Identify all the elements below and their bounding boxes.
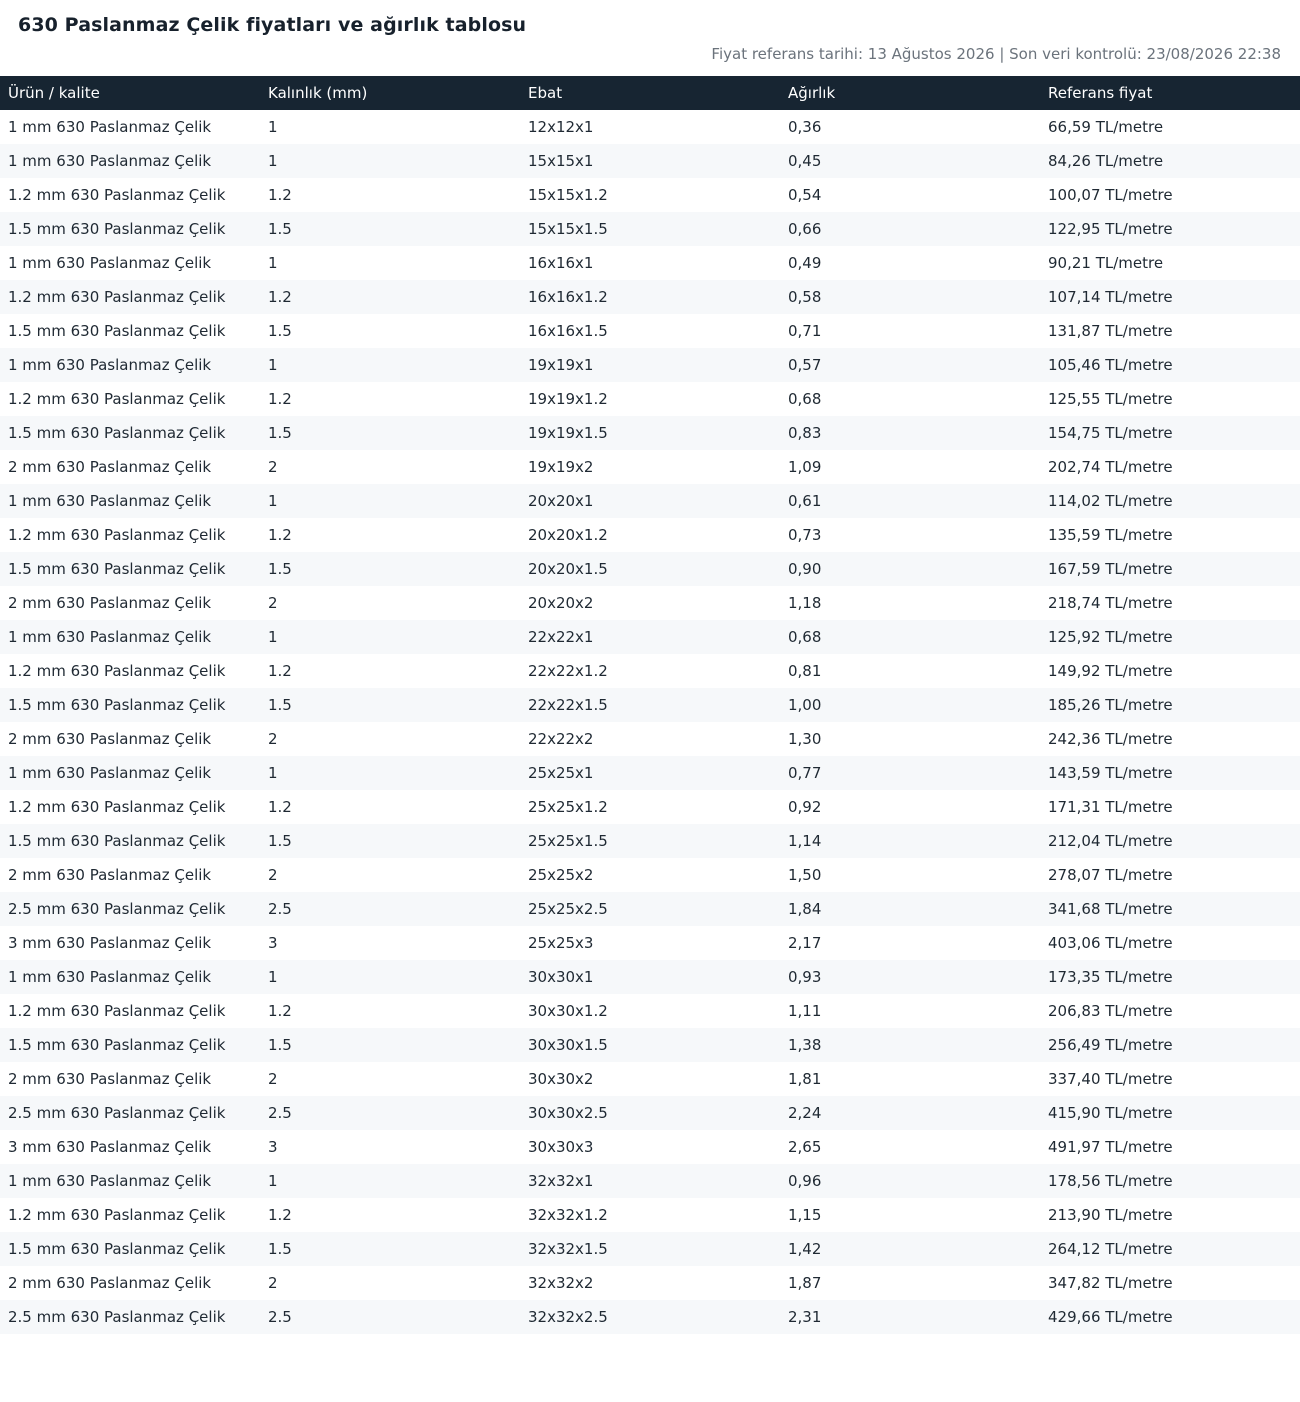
cell-weight: 0,96 — [788, 1172, 822, 1190]
cell-reference-price: 242,36 TL/metre — [1048, 730, 1173, 748]
table-row — [0, 348, 1300, 382]
cell-thickness: 1.2 — [268, 662, 292, 680]
cell-size: 25x25x3 — [528, 934, 594, 952]
cell-weight: 1,42 — [788, 1240, 822, 1258]
cell-size: 16x16x1.5 — [528, 322, 608, 340]
cell-product-grade: 1.5 mm 630 Paslanmaz Çelik — [8, 220, 226, 238]
cell-thickness: 2.5 — [268, 1104, 292, 1122]
cell-thickness: 1.5 — [268, 832, 292, 850]
cell-size: 32x32x1 — [528, 1172, 594, 1190]
cell-reference-price: 135,59 TL/metre — [1048, 526, 1173, 544]
cell-size: 30x30x3 — [528, 1138, 594, 1156]
cell-weight: 0,49 — [788, 254, 822, 272]
cell-weight: 1,30 — [788, 730, 822, 748]
cell-thickness: 1 — [268, 764, 278, 782]
table-row — [0, 654, 1300, 688]
cell-size: 19x19x1 — [528, 356, 594, 374]
cell-weight: 2,65 — [788, 1138, 822, 1156]
table-row — [0, 790, 1300, 824]
cell-reference-price: 84,26 TL/metre — [1048, 152, 1164, 170]
cell-weight: 0,71 — [788, 322, 822, 340]
cell-size: 30x30x1.2 — [528, 1002, 608, 1020]
cell-size: 20x20x1.5 — [528, 560, 608, 578]
cell-thickness: 2.5 — [268, 900, 292, 918]
table-row — [0, 1028, 1300, 1062]
cell-reference-price: 218,74 TL/metre — [1048, 594, 1173, 612]
table-row — [0, 1198, 1300, 1232]
cell-product-grade: 1.5 mm 630 Paslanmaz Çelik — [8, 1036, 226, 1054]
table-row — [0, 484, 1300, 518]
cell-reference-price: 149,92 TL/metre — [1048, 662, 1173, 680]
cell-product-grade: 1.2 mm 630 Paslanmaz Çelik — [8, 1002, 226, 1020]
header-thickness: Kalınlık (mm) — [268, 84, 368, 102]
cell-size: 25x25x1.5 — [528, 832, 608, 850]
cell-size: 32x32x2.5 — [528, 1308, 608, 1326]
reference-date-line: Fiyat referans tarihi: 13 Ağustos 2026 | Son veri kontrolü: 23/08/2026 22:38 — [711, 45, 1281, 63]
cell-size: 32x32x1.2 — [528, 1206, 608, 1224]
cell-thickness: 1.5 — [268, 560, 292, 578]
cell-reference-price: 178,56 TL/metre — [1048, 1172, 1173, 1190]
cell-reference-price: 167,59 TL/metre — [1048, 560, 1173, 578]
cell-reference-price: 491,97 TL/metre — [1048, 1138, 1173, 1156]
table-row — [0, 688, 1300, 722]
cell-thickness: 1.5 — [268, 1036, 292, 1054]
cell-weight: 1,38 — [788, 1036, 822, 1054]
cell-reference-price: 341,68 TL/metre — [1048, 900, 1173, 918]
cell-size: 20x20x2 — [528, 594, 594, 612]
cell-thickness: 2 — [268, 594, 278, 612]
cell-reference-price: 125,92 TL/metre — [1048, 628, 1173, 646]
page-title: 630 Paslanmaz Çelik fiyatları ve ağırlık tablosu — [18, 14, 527, 36]
table-row — [0, 1062, 1300, 1096]
cell-reference-price: 173,35 TL/metre — [1048, 968, 1173, 986]
cell-size: 30x30x2 — [528, 1070, 594, 1088]
cell-product-grade: 1.5 mm 630 Paslanmaz Çelik — [8, 696, 226, 714]
table-header-row — [0, 76, 1300, 110]
cell-weight: 0,83 — [788, 424, 822, 442]
table-header — [0, 76, 1300, 110]
cell-size: 19x19x1.2 — [528, 390, 608, 408]
cell-weight: 0,61 — [788, 492, 822, 510]
cell-size: 25x25x1.2 — [528, 798, 608, 816]
cell-product-grade: 1 mm 630 Paslanmaz Çelik — [8, 628, 212, 646]
cell-reference-price: 212,04 TL/metre — [1048, 832, 1173, 850]
cell-product-grade: 1 mm 630 Paslanmaz Çelik — [8, 764, 212, 782]
cell-product-grade: 2 mm 630 Paslanmaz Çelik — [8, 458, 212, 476]
cell-weight: 0,68 — [788, 390, 822, 408]
cell-reference-price: 122,95 TL/metre — [1048, 220, 1173, 238]
table-row — [0, 858, 1300, 892]
table-row — [0, 756, 1300, 790]
cell-size: 16x16x1 — [528, 254, 594, 272]
cell-product-grade: 1.2 mm 630 Paslanmaz Çelik — [8, 390, 226, 408]
cell-weight: 1,50 — [788, 866, 822, 884]
cell-thickness: 3 — [268, 1138, 278, 1156]
cell-thickness: 1.5 — [268, 696, 292, 714]
table-row — [0, 1300, 1300, 1334]
cell-thickness: 1.2 — [268, 390, 292, 408]
cell-product-grade: 1 mm 630 Paslanmaz Çelik — [8, 356, 212, 374]
cell-product-grade: 1 mm 630 Paslanmaz Çelik — [8, 1172, 212, 1190]
cell-product-grade: 3 mm 630 Paslanmaz Çelik — [8, 1138, 212, 1156]
cell-weight: 0,92 — [788, 798, 822, 816]
table-row — [0, 586, 1300, 620]
cell-reference-price: 202,74 TL/metre — [1048, 458, 1173, 476]
cell-weight: 1,00 — [788, 696, 822, 714]
cell-reference-price: 105,46 TL/metre — [1048, 356, 1173, 374]
cell-weight: 2,24 — [788, 1104, 822, 1122]
cell-size: 20x20x1 — [528, 492, 594, 510]
cell-weight: 1,81 — [788, 1070, 822, 1088]
cell-thickness: 3 — [268, 934, 278, 952]
cell-size: 19x19x1.5 — [528, 424, 608, 442]
cell-reference-price: 66,59 TL/metre — [1048, 118, 1164, 136]
cell-product-grade: 2 mm 630 Paslanmaz Çelik — [8, 1070, 212, 1088]
cell-reference-price: 256,49 TL/metre — [1048, 1036, 1173, 1054]
cell-reference-price: 114,02 TL/metre — [1048, 492, 1173, 510]
cell-weight: 0,57 — [788, 356, 822, 374]
cell-size: 22x22x1 — [528, 628, 594, 646]
cell-product-grade: 1.2 mm 630 Paslanmaz Çelik — [8, 1206, 226, 1224]
cell-reference-price: 278,07 TL/metre — [1048, 866, 1173, 884]
header-size: Ebat — [528, 84, 563, 102]
header-weight: Ağırlık — [788, 84, 836, 102]
cell-reference-price: 429,66 TL/metre — [1048, 1308, 1173, 1326]
cell-product-grade: 1.5 mm 630 Paslanmaz Çelik — [8, 560, 226, 578]
cell-thickness: 2 — [268, 730, 278, 748]
table-row — [0, 892, 1300, 926]
cell-size: 22x22x1.2 — [528, 662, 608, 680]
cell-product-grade: 1.2 mm 630 Paslanmaz Çelik — [8, 662, 226, 680]
cell-weight: 0,77 — [788, 764, 822, 782]
table-row — [0, 1130, 1300, 1164]
cell-size: 30x30x1.5 — [528, 1036, 608, 1054]
cell-product-grade: 1.5 mm 630 Paslanmaz Çelik — [8, 1240, 226, 1258]
cell-weight: 1,15 — [788, 1206, 822, 1224]
table-row — [0, 960, 1300, 994]
table-row — [0, 994, 1300, 1028]
cell-thickness: 2 — [268, 866, 278, 884]
cell-thickness: 1.2 — [268, 1206, 292, 1224]
cell-reference-price: 185,26 TL/metre — [1048, 696, 1173, 714]
cell-weight: 0,73 — [788, 526, 822, 544]
cell-reference-price: 206,83 TL/metre — [1048, 1002, 1173, 1020]
table-row — [0, 620, 1300, 654]
table-row — [0, 1232, 1300, 1266]
cell-weight: 0,36 — [788, 118, 822, 136]
cell-thickness: 1.2 — [268, 526, 292, 544]
cell-reference-price: 107,14 TL/metre — [1048, 288, 1173, 306]
cell-product-grade: 1 mm 630 Paslanmaz Çelik — [8, 492, 212, 510]
cell-reference-price: 131,87 TL/metre — [1048, 322, 1173, 340]
cell-product-grade: 1.5 mm 630 Paslanmaz Çelik — [8, 832, 226, 850]
table-row — [0, 110, 1300, 144]
cell-product-grade: 1 mm 630 Paslanmaz Çelik — [8, 118, 212, 136]
cell-size: 25x25x2 — [528, 866, 594, 884]
cell-product-grade: 2.5 mm 630 Paslanmaz Çelik — [8, 1104, 226, 1122]
cell-thickness: 1 — [268, 118, 278, 136]
cell-product-grade: 1 mm 630 Paslanmaz Çelik — [8, 968, 212, 986]
table-row — [0, 1266, 1300, 1300]
cell-product-grade: 2 mm 630 Paslanmaz Çelik — [8, 594, 212, 612]
cell-product-grade: 3 mm 630 Paslanmaz Çelik — [8, 934, 212, 952]
cell-weight: 0,45 — [788, 152, 822, 170]
cell-product-grade: 1.2 mm 630 Paslanmaz Çelik — [8, 798, 226, 816]
table-row — [0, 824, 1300, 858]
cell-thickness: 2 — [268, 1274, 278, 1292]
cell-weight: 0,68 — [788, 628, 822, 646]
cell-product-grade: 1.2 mm 630 Paslanmaz Çelik — [8, 526, 226, 544]
cell-size: 20x20x1.2 — [528, 526, 608, 544]
cell-product-grade: 1 mm 630 Paslanmaz Çelik — [8, 254, 212, 272]
cell-reference-price: 213,90 TL/metre — [1048, 1206, 1173, 1224]
cell-product-grade: 1.5 mm 630 Paslanmaz Çelik — [8, 424, 226, 442]
table-row — [0, 1164, 1300, 1198]
cell-weight: 0,54 — [788, 186, 822, 204]
cell-thickness: 1.5 — [268, 424, 292, 442]
table-body — [0, 110, 1300, 1334]
cell-size: 30x30x2.5 — [528, 1104, 608, 1122]
cell-thickness: 2 — [268, 458, 278, 476]
cell-weight: 1,84 — [788, 900, 822, 918]
cell-thickness: 2.5 — [268, 1308, 292, 1326]
cell-thickness: 1 — [268, 968, 278, 986]
table-row — [0, 552, 1300, 586]
cell-size: 22x22x1.5 — [528, 696, 608, 714]
cell-weight: 1,14 — [788, 832, 822, 850]
cell-thickness: 1.5 — [268, 220, 292, 238]
cell-thickness: 1.2 — [268, 186, 292, 204]
cell-reference-price: 143,59 TL/metre — [1048, 764, 1173, 782]
cell-size: 15x15x1.5 — [528, 220, 608, 238]
cell-weight: 1,87 — [788, 1274, 822, 1292]
table-row — [0, 212, 1300, 246]
cell-reference-price: 154,75 TL/metre — [1048, 424, 1173, 442]
cell-weight: 1,18 — [788, 594, 822, 612]
cell-weight: 1,09 — [788, 458, 822, 476]
table-row — [0, 314, 1300, 348]
cell-product-grade: 2.5 mm 630 Paslanmaz Çelik — [8, 900, 226, 918]
header-reference-price: Referans fiyat — [1048, 84, 1153, 102]
cell-reference-price: 337,40 TL/metre — [1048, 1070, 1173, 1088]
cell-thickness: 1 — [268, 1172, 278, 1190]
cell-product-grade: 2 mm 630 Paslanmaz Çelik — [8, 866, 212, 884]
cell-weight: 0,81 — [788, 662, 822, 680]
cell-reference-price: 100,07 TL/metre — [1048, 186, 1173, 204]
cell-weight: 0,90 — [788, 560, 822, 578]
table-row — [0, 144, 1300, 178]
cell-thickness: 1.2 — [268, 1002, 292, 1020]
cell-weight: 0,58 — [788, 288, 822, 306]
cell-product-grade: 1.2 mm 630 Paslanmaz Çelik — [8, 186, 226, 204]
cell-size: 30x30x1 — [528, 968, 594, 986]
cell-product-grade: 2 mm 630 Paslanmaz Çelik — [8, 1274, 212, 1292]
cell-size: 15x15x1 — [528, 152, 594, 170]
cell-reference-price: 171,31 TL/metre — [1048, 798, 1173, 816]
price-weight-table — [0, 76, 1300, 1334]
cell-weight: 2,17 — [788, 934, 822, 952]
cell-size: 25x25x2.5 — [528, 900, 608, 918]
cell-thickness: 2 — [268, 1070, 278, 1088]
cell-thickness: 1.2 — [268, 288, 292, 306]
table-row — [0, 280, 1300, 314]
table-row — [0, 382, 1300, 416]
cell-product-grade: 1.2 mm 630 Paslanmaz Çelik — [8, 288, 226, 306]
cell-reference-price: 415,90 TL/metre — [1048, 1104, 1173, 1122]
cell-reference-price: 90,21 TL/metre — [1048, 254, 1164, 272]
cell-thickness: 1 — [268, 254, 278, 272]
cell-thickness: 1 — [268, 492, 278, 510]
cell-product-grade: 2.5 mm 630 Paslanmaz Çelik — [8, 1308, 226, 1326]
cell-reference-price: 264,12 TL/metre — [1048, 1240, 1173, 1258]
cell-thickness: 1.5 — [268, 1240, 292, 1258]
cell-product-grade: 1 mm 630 Paslanmaz Çelik — [8, 152, 212, 170]
cell-thickness: 1.5 — [268, 322, 292, 340]
cell-size: 25x25x1 — [528, 764, 594, 782]
table-row — [0, 416, 1300, 450]
cell-weight: 2,31 — [788, 1308, 822, 1326]
cell-weight: 1,11 — [788, 1002, 822, 1020]
cell-size: 15x15x1.2 — [528, 186, 608, 204]
cell-weight: 0,66 — [788, 220, 822, 238]
cell-size: 32x32x2 — [528, 1274, 594, 1292]
cell-size: 19x19x2 — [528, 458, 594, 476]
cell-thickness: 1 — [268, 356, 278, 374]
table-row — [0, 518, 1300, 552]
table-row — [0, 246, 1300, 280]
cell-thickness: 1.2 — [268, 798, 292, 816]
table-row — [0, 1096, 1300, 1130]
cell-size: 22x22x2 — [528, 730, 594, 748]
cell-reference-price: 403,06 TL/metre — [1048, 934, 1173, 952]
cell-reference-price: 125,55 TL/metre — [1048, 390, 1173, 408]
cell-size: 32x32x1.5 — [528, 1240, 608, 1258]
cell-reference-price: 347,82 TL/metre — [1048, 1274, 1173, 1292]
cell-thickness: 1 — [268, 628, 278, 646]
header-product-grade: Ürün / kalite — [8, 84, 100, 102]
cell-size: 16x16x1.2 — [528, 288, 608, 306]
cell-product-grade: 1.5 mm 630 Paslanmaz Çelik — [8, 322, 226, 340]
table-row — [0, 450, 1300, 484]
table-row — [0, 722, 1300, 756]
cell-size: 12x12x1 — [528, 118, 594, 136]
table-row — [0, 178, 1300, 212]
cell-weight: 0,93 — [788, 968, 822, 986]
cell-product-grade: 2 mm 630 Paslanmaz Çelik — [8, 730, 212, 748]
table-row — [0, 926, 1300, 960]
cell-thickness: 1 — [268, 152, 278, 170]
